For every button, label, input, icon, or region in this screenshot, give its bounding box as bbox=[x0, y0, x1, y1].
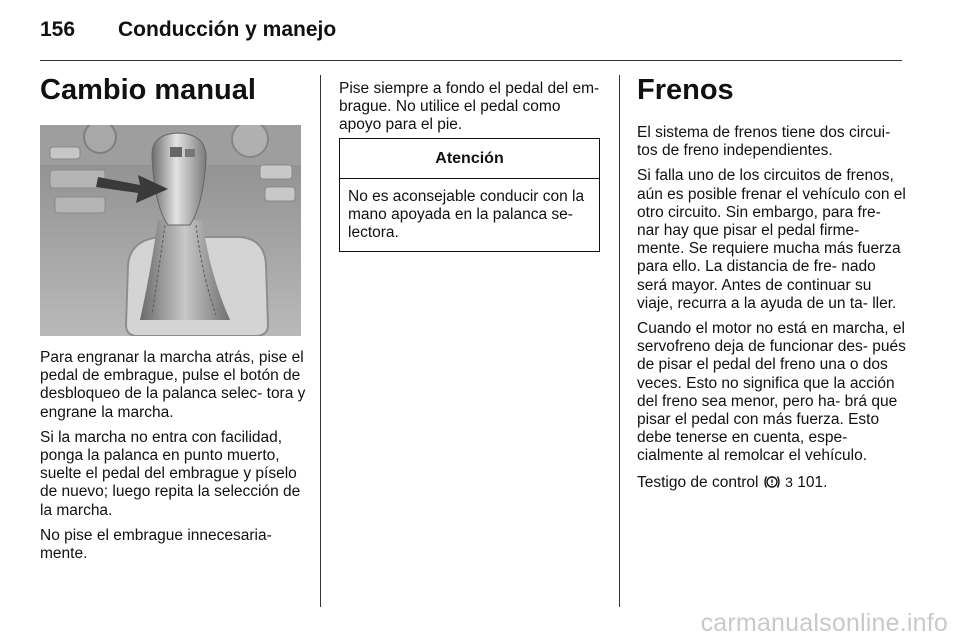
paragraph: No pise el embrague innecesaria- mente. bbox=[40, 526, 272, 563]
reference-prefix: Testigo de control bbox=[637, 473, 759, 491]
paragraph: Pise siempre a fondo el pedal del em- brague. No utilice el pedal como apoyo para el pie. bbox=[339, 80, 600, 134]
right-column-text bbox=[637, 124, 907, 499]
column-divider-2 bbox=[619, 75, 620, 607]
attention-notice-box bbox=[339, 138, 600, 252]
reference-line bbox=[637, 473, 907, 492]
brake-warning-icon bbox=[763, 474, 781, 490]
paragraph: Para engranar la marcha atrás, pise el pedal de embrague, pulse el botón de desbloqueo de la palanca selec- tora y engrane la marcha. bbox=[40, 349, 306, 421]
notice-body: No es aconsejable conducir con la mano apoyada en la palanca se- lectora. bbox=[348, 188, 585, 242]
reference-page[interactable]: 101. bbox=[797, 473, 828, 491]
column-divider-1 bbox=[320, 75, 321, 607]
paragraph: El sistema de frenos tiene dos circui- tos de freno independientes. bbox=[637, 124, 891, 160]
chapter-title: Conducción y manejo bbox=[118, 18, 337, 41]
paragraph: Si falla uno de los circuitos de frenos, aún es posible frenar el vehículo con el otro circuito. Sin embargo, para fre- nar hay que pisar el pedal firme- mente. Se requiere mucha más fuerza para ello. La distancia de fre- nado será mayor. Antes de continuar su viaje, recurra a la ayuda de un ta- ller. bbox=[637, 167, 906, 312]
section-title-manual-gearbox: Cambio manual bbox=[40, 74, 256, 106]
watermark: carmanualsonline.info bbox=[700, 609, 948, 637]
paragraph: Cuando el motor no está en marcha, el servofreno deja de funcionar des- pués de pisar el pedal del freno una o dos veces. Esto no significa que la acción del freno sea menor, pero ha- brá que pisar el pedal con más fuerza. Esto debe tenerse en cuenta, espe- cialmente al remolcar el vehículo. bbox=[637, 320, 906, 465]
header-rule bbox=[40, 60, 902, 61]
notice-title: Atención bbox=[340, 139, 599, 179]
gear-lever-illustration bbox=[40, 125, 301, 336]
section-title-brakes: Frenos bbox=[637, 74, 734, 106]
page-number: 156 bbox=[40, 18, 76, 41]
page-header bbox=[40, 18, 336, 42]
page-reference-arrow-icon: 3 bbox=[785, 473, 793, 490]
middle-column-text bbox=[339, 80, 605, 142]
left-column-text bbox=[40, 349, 306, 570]
paragraph: Si la marcha no entra con facilidad, ponga la palanca en punto muerto, suelte el pedal del embrague y píselo de nuevo; luego repita la selección de la marcha. bbox=[40, 428, 301, 519]
